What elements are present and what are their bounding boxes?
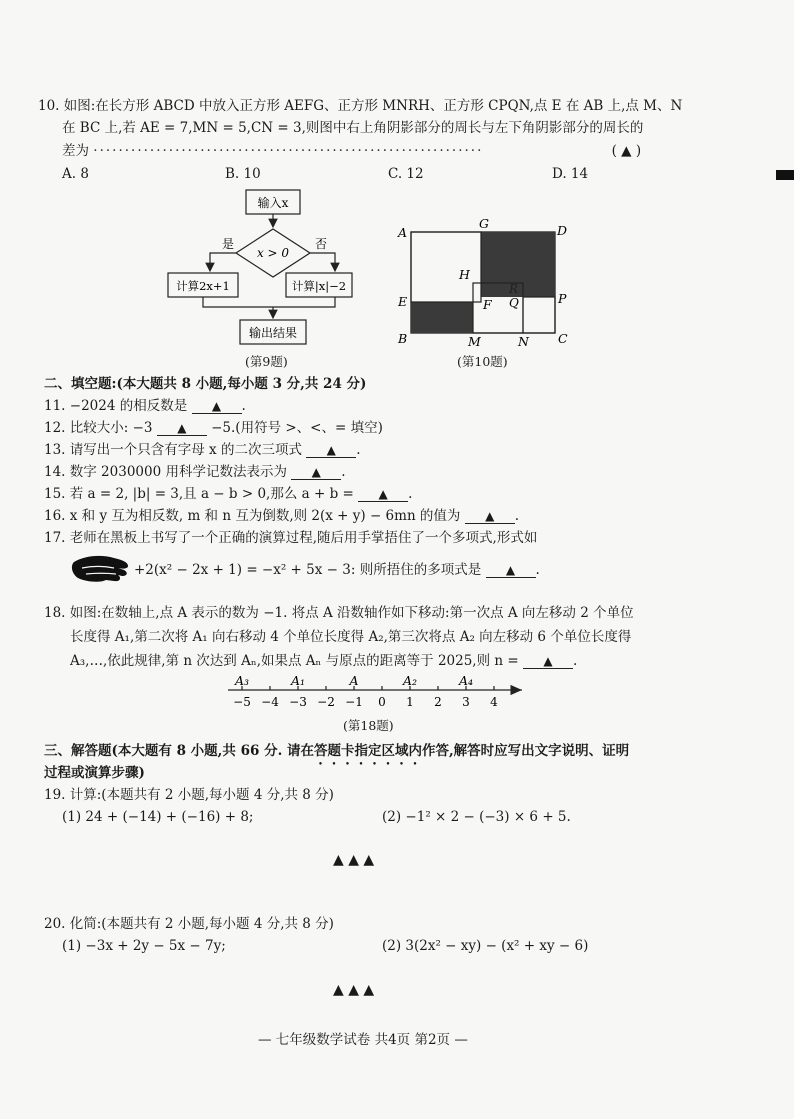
flow-condition: x > 0 — [256, 246, 290, 260]
flow-input-label: 输入x — [257, 196, 289, 210]
q16 — [44, 506, 519, 526]
figure-9-flowchart — [160, 185, 360, 360]
q13-answer-blank: ▲ — [306, 443, 356, 458]
square-aefg — [411, 232, 481, 302]
number-line-point-label: A₂ — [402, 673, 418, 688]
q11-answer-blank: ▲ — [192, 399, 242, 414]
label-c: C — [558, 331, 568, 346]
q18-line1: 18. 如图:在数轴上,点 A 表示的数为 −1. 将点 A 沿数轴作如下移动:第一次点 A 向左移动 2 个单位 — [44, 605, 634, 621]
q10-answer: ( ▲ ) — [611, 143, 642, 159]
q17-answer-blank: ▲ — [486, 563, 536, 578]
q10-line3 — [62, 141, 641, 161]
q10-option-b: B. 10 — [225, 166, 261, 182]
number-line-point-label: A — [349, 673, 359, 688]
binding-mark — [776, 170, 794, 180]
label-d: D — [557, 223, 568, 238]
section-3-title-a: 三、解答题(本大题有 8 小题,共 66 分. 请在 — [44, 743, 314, 759]
q17-line2 — [134, 560, 540, 580]
square-cpqn — [523, 297, 555, 333]
q12-answer-blank: ▲ — [157, 421, 207, 436]
q14 — [44, 462, 346, 482]
q14-end: . — [341, 464, 346, 480]
q15-answer-blank: ▲ — [358, 487, 408, 502]
q11 — [44, 396, 246, 416]
q20-part1: (1) −3x + 2y − 5x − 7y; — [62, 938, 226, 954]
section-3-title-emphasis: 答题卡指定区域内 — [313, 743, 422, 759]
q14-answer-blank: ▲ — [291, 465, 341, 480]
label-n: N — [518, 334, 529, 349]
q10-option-a: A. 8 — [62, 166, 89, 182]
q13-text: 13. 请写出一个只含有字母 x 的二次三项式 — [44, 442, 302, 458]
figure-10-rectangle — [395, 215, 580, 350]
label-b: B — [398, 331, 408, 346]
shaded-bottom-left — [411, 302, 473, 333]
q18-answer-blank: ▲ — [523, 654, 573, 669]
number-line-point-label: A₁ — [290, 673, 306, 688]
q10-option-c: C. 12 — [388, 166, 424, 182]
q15-text: 15. 若 a = 2, |b| = 3,且 a − b > 0,那么 a + b = — [44, 486, 354, 502]
number-line-tick-label: −1 — [345, 695, 363, 709]
figure-18-number-line — [220, 672, 530, 712]
q10-line1: 10. 如图:在长方形 ABCD 中放入正方形 AEFG、正方形 MNRH、正方形 CPQN,点 E 在 AB 上,点 M、N — [38, 98, 683, 114]
section-3-title-b: 作答,解答时应写出文字说明、证明 — [421, 743, 630, 759]
number-line-tick-label: 4 — [490, 695, 498, 709]
section-2-title: 二、填空题:(本大题共 8 小题,每小题 3 分,共 24 分) — [44, 376, 367, 392]
label-m: M — [468, 334, 481, 349]
label-h: H — [459, 267, 470, 282]
number-line-tick-label: −3 — [289, 695, 307, 709]
q16-answer-blank: ▲ — [465, 509, 515, 524]
label-r: R — [509, 282, 519, 296]
q14-text: 14. 数字 2030000 用科学记数法表示为 — [44, 464, 287, 480]
label-q: Q — [509, 296, 519, 310]
q12-text: 12. 比较大小: −3 — [44, 420, 153, 436]
q13-end: . — [356, 442, 361, 458]
hand-icon — [70, 552, 132, 586]
q11-text: 11. −2024 的相反数是 — [44, 398, 188, 414]
number-line-point-label: A₄ — [458, 673, 474, 688]
flow-yes-label: 是 — [222, 237, 235, 251]
q10-option-d: D. 14 — [552, 166, 589, 182]
q15-end: . — [408, 486, 413, 502]
number-line-tick-label: 3 — [462, 695, 470, 709]
figure-9-caption: (第9题) — [245, 354, 288, 369]
q10-line2: 在 BC 上,若 AE = 7,MN = 5,CN = 3,则图中右上角阴影部分的周长与左下角阴影部分的周长的 — [62, 120, 644, 136]
number-line-tick-label: −2 — [317, 695, 335, 709]
flow-right-label: 计算|x|−2 — [291, 279, 347, 293]
q19-part1: (1) 24 + (−14) + (−16) + 8; — [62, 809, 254, 825]
figure-18-caption: (第18题) — [343, 718, 394, 733]
number-line-tick-label: −4 — [261, 695, 279, 709]
number-line-tick-label: 2 — [434, 695, 442, 709]
q20-part2: (2) 3(2x² − xy) − (x² + xy − 6) — [382, 938, 589, 954]
q19-part2: (2) −1² × 2 − (−3) × 6 + 5. — [382, 809, 571, 825]
number-line-tick-label: 1 — [406, 695, 414, 709]
q17-equation: +2(x² − 2x + 1) = −x² + 5x − 3: 则所捂住的多项式是 — [134, 562, 482, 578]
q20-title: 20. 化简:(本题共有 2 小题,每小题 4 分,共 8 分) — [44, 916, 334, 932]
figure-10-caption: (第10题) — [457, 354, 508, 369]
q10-line3-start: 差为 — [62, 143, 89, 159]
label-f: F — [483, 297, 492, 312]
label-e: E — [398, 294, 408, 309]
section-3-title-line2: 过程或演算步骤) — [44, 765, 145, 781]
q18-line3-text: A₃,…,依此规律,第 n 次达到 Aₙ,如果点 Aₙ 与原点的距离等于 2025,则 n = — [70, 653, 519, 669]
q18-end: . — [572, 653, 578, 669]
number-line-tick-label: 0 — [378, 695, 386, 709]
label-p: P — [558, 291, 567, 306]
q12 — [44, 418, 383, 438]
page-footer: — 七年级数学试卷 共4页 第2页 — — [258, 1032, 468, 1048]
q13 — [44, 440, 361, 460]
q18-line3 — [70, 651, 577, 671]
q17-end: . — [535, 562, 540, 578]
q11-end: . — [241, 398, 246, 414]
q18-line2: 长度得 A₁,第二次将 A₁ 向右移动 4 个单位长度得 A₂,第三次将点 A₂ 向左移动 6 个单位长度得 — [70, 629, 632, 645]
flow-left-label: 计算2x+1 — [176, 279, 230, 293]
dotted-leader: ······························································ — [93, 143, 484, 159]
q16-end: . — [514, 508, 520, 524]
q15 — [44, 484, 412, 504]
q17-line1: 17. 老师在黑板上书写了一个正确的演算过程,随后用手掌捂住了一个多项式,形式如 — [44, 530, 538, 546]
flow-output-label: 输出结果 — [248, 326, 298, 340]
number-line-tick-label: −5 — [233, 695, 251, 709]
q16-text: 16. x 和 y 互为相反数, m 和 n 互为倒数,则 2(x + y) − 6mn 的值为 — [44, 508, 461, 524]
number-line-point-label: A₃ — [234, 673, 250, 688]
q20-answer-marks: ▲ ▲ ▲ — [333, 982, 375, 998]
q19-answer-marks: ▲ ▲ ▲ — [333, 852, 375, 868]
label-g: G — [479, 216, 489, 231]
flow-no-label: 否 — [315, 237, 328, 251]
label-a: A — [398, 225, 408, 240]
q19-title: 19. 计算:(本题共有 2 小题,每小题 4 分,共 8 分) — [44, 787, 334, 803]
q12-end: −5.(用符号 >、<、= 填空) — [211, 420, 383, 436]
